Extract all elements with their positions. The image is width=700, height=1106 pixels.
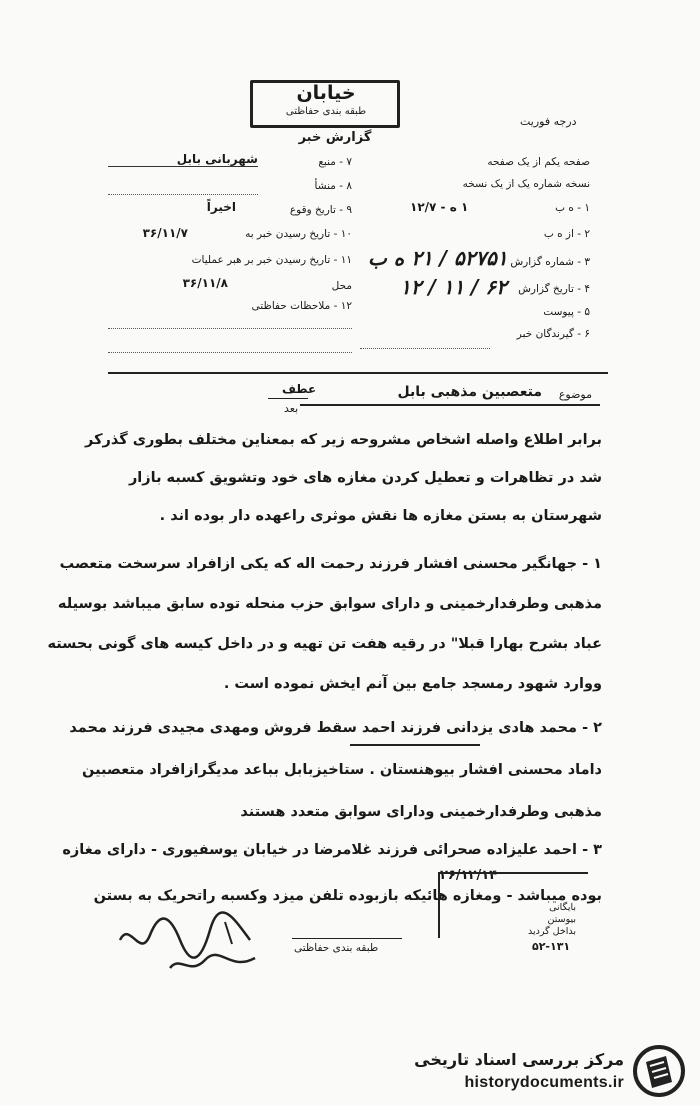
body-line: شهرستان به بستن مغازه ها نقش موثری راعهده دار بوده اند .	[159, 508, 602, 524]
handwritten-underline	[350, 744, 480, 746]
field-4: ۴ - تاریخ گزارش	[518, 283, 590, 295]
watermark-title: مرکز بررسی اسناد تاریخی	[414, 1050, 624, 1069]
marginal-date: ۲۶/۱۲/۱۴	[440, 868, 498, 883]
signature	[110, 910, 280, 980]
notes-line-2	[108, 352, 352, 353]
field-3: ۳ - شماره گزارش	[510, 256, 590, 268]
field-2: ۲ - از ه ب	[543, 228, 590, 240]
origin-line	[108, 194, 258, 195]
body-line: ۲ - محمد هادی یزدانی فرزند احمد سقط فروش ومهدی مجیدی فرزند محمد	[69, 720, 602, 736]
subject-label: موضوع	[558, 388, 592, 401]
field-location: محل	[331, 280, 352, 292]
baad-label: بعد	[284, 402, 299, 415]
location-date-value: ۳۶/۱۱/۸	[182, 276, 228, 290]
body-line: ۱ - جهانگیر محسنی افشار فرزند رحمت اله که یکی ازافراد سرسخت متعصب	[59, 556, 602, 572]
classification-label: طبقه بندی حفاظتی	[285, 106, 367, 117]
body-line: داماد محسنی افشار بیوهنستان . ستاخیزبابل بباعد مدیگرازافراد متعصبین	[82, 762, 602, 778]
field-1-value: ۱ ه - ۱۲/۷	[410, 200, 469, 214]
field-copy: نسخه شماره یک از یک نسخه	[462, 178, 590, 190]
body-line: ۳ - احمد علیزاده صحرائی فرزند غلامرضا در خیابان یوسفیوری - دارای مغازه	[62, 842, 602, 858]
source-value: شهربانی بابل	[108, 152, 258, 167]
field-12: ۱۲ - ملاحظات حفاظتی	[251, 300, 352, 312]
atf-label: عطف	[282, 382, 317, 396]
field-11: ۱۱ - تاریخ رسیدن خبر بر هبر عملیات	[191, 254, 352, 266]
field-9: ۹ - تاریخ وقوع	[289, 204, 352, 216]
field-8: ۸ - منشأ	[314, 180, 352, 192]
subject-value: متعصبین مذهبی بابل	[397, 384, 542, 400]
document-number: ۵۲-۱۳۱	[532, 940, 571, 953]
field-1: ۱ - ه ب	[555, 202, 590, 214]
received-date-value: ۳۶/۱۱/۷	[142, 226, 188, 240]
header-divider	[108, 372, 608, 374]
field-6: ۶ - گیرندگان خبر	[516, 328, 590, 340]
stamp-handwritten: خیابان	[296, 82, 356, 104]
recipients-line	[360, 348, 490, 349]
body-line: ووارد شهود رمسجد جامع بین آنم ایخش نموده است .	[223, 676, 602, 692]
field-10: ۱۰ - تاریخ رسیدن خبر به	[245, 228, 352, 240]
occurrence-value: اخیراً	[206, 200, 236, 214]
field-page: صفحه یکم از یک صفحه	[487, 156, 590, 168]
field-5: ۵ - پیوست	[543, 306, 590, 318]
archive-stamp-line: بداخل گردید	[528, 926, 576, 937]
report-title: گزارش خبر	[298, 130, 372, 145]
report-date-value: ۱۲ / ۱۱ / ۶۲	[400, 275, 507, 299]
archive-stamp-line: بایگانی	[549, 902, 576, 913]
document-center-logo-icon	[632, 1044, 686, 1098]
body-line: مذهبی وطرفدارخمینی ودارای سوابق متعدد هستند	[240, 804, 602, 820]
body-line: برابر اطلاع واصله اشخاص مشروحه زیر که بمعناین مختلف بطوری گذرکر	[85, 432, 602, 448]
subject-underline	[300, 404, 600, 406]
report-number-value: ۵۲۷۵۱ / ۲۱ ه ب	[368, 246, 508, 270]
footer-classification: طبقه بندی حفاظتی	[294, 942, 379, 954]
notes-line-1	[108, 328, 352, 329]
field-7: ۷ - منبع	[318, 156, 352, 168]
watermark-url[interactable]: historydocuments.ir	[464, 1074, 624, 1091]
atf-rule	[268, 398, 308, 399]
body-line: شد در تظاهرات و تعطیل کردن مغازه های خود وتشویق کسبه بازار	[128, 470, 602, 486]
body-line: بوده میباشد - ومغازه هائیکه بازبوده تلفن میزد وکسبه راتحریک به بستن	[93, 888, 602, 904]
archive-stamp-line: بیوستن	[547, 914, 576, 925]
priority-label: درجه فوریت	[520, 115, 577, 128]
footer-classification-rule	[292, 938, 402, 939]
body-line: مذهبی وطرفدارخمینی و دارای سوابق حزب منحله توده سابق میباشد بوسیله	[57, 596, 602, 612]
body-line: عباد بشرح بهارا قبلا" در رقیه هفت تن تهیه و در داخل کیسه های گونی بحسته	[47, 636, 602, 652]
